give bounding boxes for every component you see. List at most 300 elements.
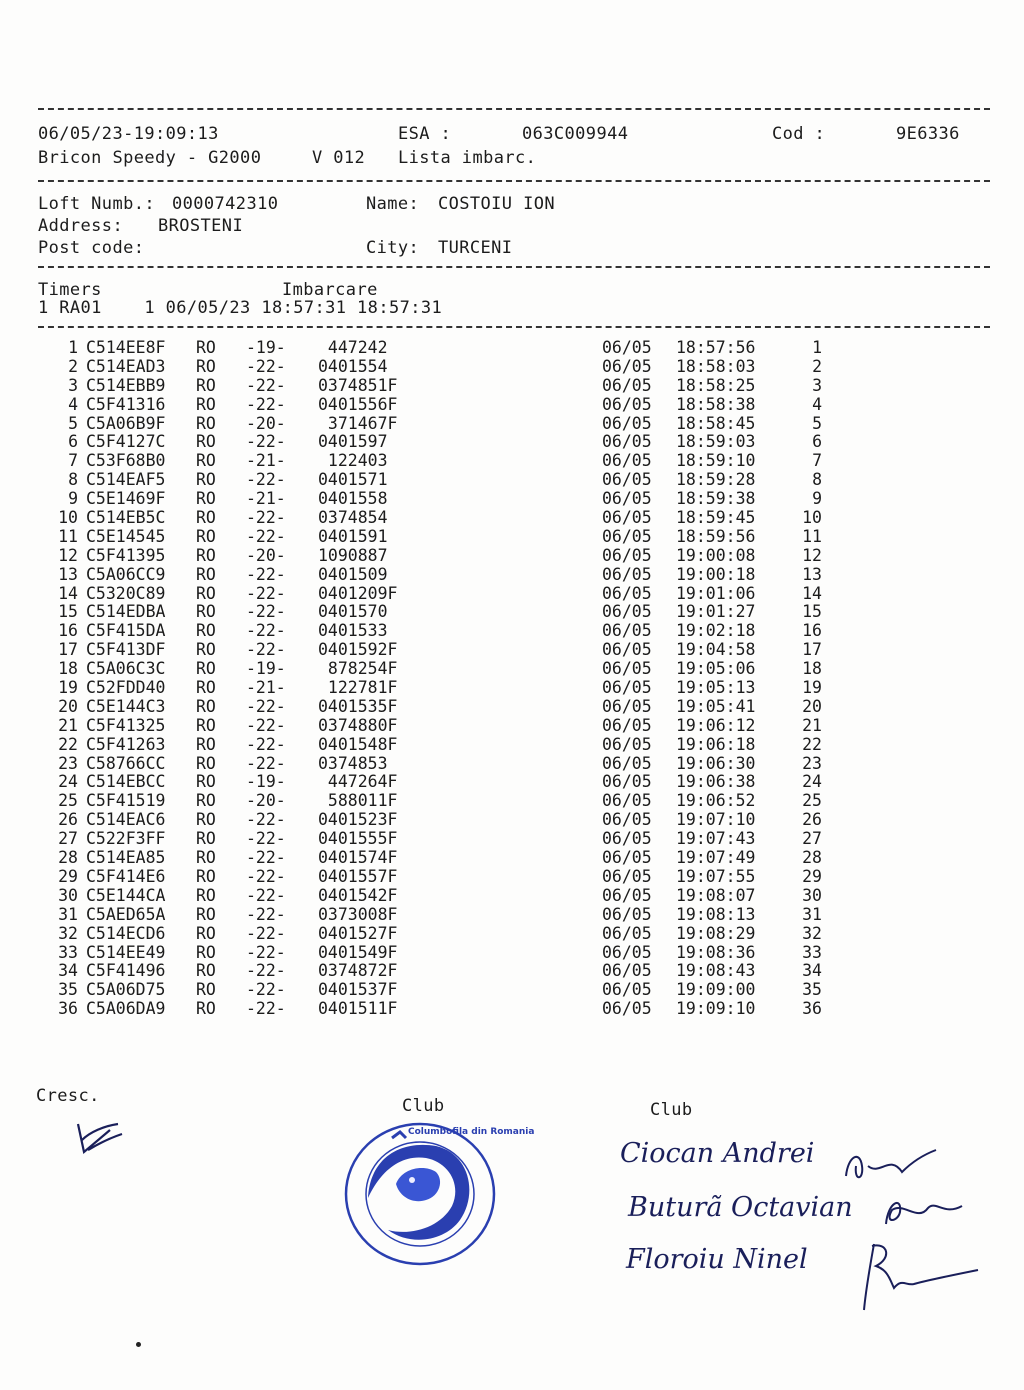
- arrival-date: 06/05: [602, 904, 652, 924]
- table-row: [0, 432, 1024, 451]
- arrival-time: 18:59:56: [676, 526, 756, 546]
- ring-code: C53F68B0: [86, 451, 166, 471]
- timer-line: 1 RA01 1 06/05/23 18:57:31 18:57:31: [38, 298, 443, 318]
- table-row: [0, 867, 1024, 886]
- row-index: 24: [58, 772, 78, 792]
- ring-number: 0401557F: [318, 866, 398, 886]
- arrival-date: 06/05: [602, 980, 652, 1000]
- row-index: 10: [58, 508, 78, 528]
- table-row: [0, 565, 1024, 584]
- ring-number: 0401591: [318, 526, 388, 546]
- table-row: [0, 508, 1024, 527]
- country-code: RO: [196, 508, 216, 528]
- arrival-date: 06/05: [602, 885, 652, 905]
- arrival-time: 18:59:03: [676, 432, 756, 452]
- arrival-order: 28: [802, 848, 822, 868]
- arrival-order: 5: [812, 413, 822, 433]
- ring-code: C514EE8F: [86, 338, 166, 357]
- arrival-time: 19:07:49: [676, 848, 756, 868]
- table-row: [0, 489, 1024, 508]
- imbarcare-label: Imbarcare: [282, 280, 378, 300]
- club-label: Club: [402, 1096, 445, 1116]
- ring-code: C5E144C3: [86, 696, 166, 716]
- table-row: [0, 527, 1024, 546]
- country-code: RO: [196, 545, 216, 565]
- ring-code: C522F3FF: [86, 829, 166, 849]
- ring-code: C5F41519: [86, 791, 166, 811]
- ring-year: -22-: [246, 375, 286, 395]
- country-code: RO: [196, 772, 216, 792]
- arrival-date: 06/05: [602, 583, 652, 603]
- ring-number: 0401527F: [318, 923, 398, 943]
- ring-number: 0401542F: [318, 885, 398, 905]
- arrival-date: 06/05: [602, 489, 652, 509]
- row-index: 22: [58, 734, 78, 754]
- ring-code: C514EBB9: [86, 375, 166, 395]
- arrival-time: 19:08:07: [676, 885, 756, 905]
- stamp-text: Columbofila din Romania: [408, 1127, 535, 1137]
- arrival-date: 06/05: [602, 753, 652, 773]
- arrival-order: 21: [802, 715, 822, 735]
- list-title: Lista imbarc.: [398, 148, 537, 168]
- ring-year: -22-: [246, 583, 286, 603]
- ring-year: -22-: [246, 432, 286, 452]
- arrival-date: 06/05: [602, 602, 652, 622]
- arrival-date: 06/05: [602, 999, 652, 1019]
- ring-year: -22-: [246, 942, 286, 962]
- arrival-order: 19: [802, 678, 822, 698]
- arrival-time: 18:58:45: [676, 413, 756, 433]
- country-code: RO: [196, 904, 216, 924]
- ring-year: -22-: [246, 696, 286, 716]
- row-index: 25: [58, 791, 78, 811]
- row-index: 18: [58, 659, 78, 679]
- arrival-time: 18:58:03: [676, 356, 756, 376]
- arrival-time: 18:57:56: [676, 338, 756, 357]
- ring-year: -22-: [246, 526, 286, 546]
- arrival-order: 22: [802, 734, 822, 754]
- country-code: RO: [196, 489, 216, 509]
- table-row: [0, 414, 1024, 433]
- country-code: RO: [196, 715, 216, 735]
- country-code: RO: [196, 734, 216, 754]
- arrival-order: 31: [802, 904, 822, 924]
- table-row: [0, 621, 1024, 640]
- country-code: RO: [196, 356, 216, 376]
- arrival-date: 06/05: [602, 772, 652, 792]
- arrival-order: 6: [812, 432, 822, 452]
- country-code: RO: [196, 470, 216, 490]
- arrival-time: 19:09:00: [676, 980, 756, 1000]
- ring-code: C5F413DF: [86, 640, 166, 660]
- signature-mark: [840, 1136, 950, 1196]
- arrival-order: 20: [802, 696, 822, 716]
- country-code: RO: [196, 375, 216, 395]
- ring-code: C514ECD6: [86, 923, 166, 943]
- separator-line: [38, 180, 990, 182]
- arrival-time: 18:58:38: [676, 394, 756, 414]
- arrival-time: 19:05:06: [676, 659, 756, 679]
- arrival-date: 06/05: [602, 829, 652, 849]
- table-row: [0, 754, 1024, 773]
- country-code: RO: [196, 923, 216, 943]
- arrival-order: 16: [802, 621, 822, 641]
- row-index: 26: [58, 810, 78, 830]
- row-index: 1: [68, 338, 78, 357]
- arrival-order: 8: [812, 470, 822, 490]
- country-code: RO: [196, 338, 216, 357]
- arrival-time: 19:08:29: [676, 923, 756, 943]
- country-code: RO: [196, 659, 216, 679]
- ring-number: 0401548F: [318, 734, 398, 754]
- arrival-time: 19:06:30: [676, 753, 756, 773]
- arrival-date: 06/05: [602, 470, 652, 490]
- ring-year: -21-: [246, 451, 286, 471]
- country-code: RO: [196, 621, 216, 641]
- arrival-date: 06/05: [602, 432, 652, 452]
- ring-code: C514EE49: [86, 942, 166, 962]
- arrival-time: 19:05:13: [676, 678, 756, 698]
- ring-number: 447264F: [318, 772, 398, 792]
- arrival-order: 10: [802, 508, 822, 528]
- ring-number: 0373008F: [318, 904, 398, 924]
- arrival-order: 25: [802, 791, 822, 811]
- city-label: City:: [366, 238, 420, 258]
- country-code: RO: [196, 980, 216, 1000]
- arrival-time: 19:08:13: [676, 904, 756, 924]
- ring-code: C5320C89: [86, 583, 166, 603]
- arrival-date: 06/05: [602, 545, 652, 565]
- ring-year: -21-: [246, 489, 286, 509]
- row-index: 36: [58, 999, 78, 1019]
- ring-code: C52FDD40: [86, 678, 166, 698]
- arrival-order: 9: [812, 489, 822, 509]
- ring-code: C514EA85: [86, 848, 166, 868]
- ring-year: -20-: [246, 791, 286, 811]
- arrival-date: 06/05: [602, 564, 652, 584]
- arrival-order: 27: [802, 829, 822, 849]
- country-code: RO: [196, 829, 216, 849]
- row-index: 14: [58, 583, 78, 603]
- arrival-time: 19:07:10: [676, 810, 756, 830]
- arrival-order: 7: [812, 451, 822, 471]
- table-row: [0, 451, 1024, 470]
- arrival-date: 06/05: [602, 621, 652, 641]
- ring-number: 371467F: [318, 413, 398, 433]
- country-code: RO: [196, 451, 216, 471]
- arrival-order: 30: [802, 885, 822, 905]
- timers-label: Timers: [38, 280, 102, 300]
- ring-number: 0401555F: [318, 829, 398, 849]
- arrival-date: 06/05: [602, 942, 652, 962]
- row-index: 11: [58, 526, 78, 546]
- row-index: 23: [58, 753, 78, 773]
- ring-code: C5F414E6: [86, 866, 166, 886]
- country-code: RO: [196, 678, 216, 698]
- arrival-time: 19:06:12: [676, 715, 756, 735]
- postcode-label: Post code:: [38, 238, 145, 258]
- table-row: [0, 735, 1024, 754]
- signature-1: Ciocan Andrei: [620, 1138, 815, 1169]
- arrival-date: 06/05: [602, 848, 652, 868]
- address-value: BROSTENI: [158, 216, 244, 236]
- ring-code: C5A06CC9: [86, 564, 166, 584]
- ring-year: -22-: [246, 470, 286, 490]
- arrival-order: 15: [802, 602, 822, 622]
- arrival-date: 06/05: [602, 526, 652, 546]
- breeder-label: Cresc.: [36, 1086, 100, 1106]
- row-index: 30: [58, 885, 78, 905]
- arrival-time: 19:08:43: [676, 961, 756, 981]
- table-row: [0, 924, 1024, 943]
- table-row: [0, 357, 1024, 376]
- arrival-order: 35: [802, 980, 822, 1000]
- row-index: 13: [58, 564, 78, 584]
- arrival-date: 06/05: [602, 791, 652, 811]
- ring-year: -22-: [246, 734, 286, 754]
- table-row: [0, 772, 1024, 791]
- row-index: 3: [68, 375, 78, 395]
- device-name: Bricon Speedy - G2000: [38, 148, 262, 168]
- arrival-time: 19:01:06: [676, 583, 756, 603]
- arrival-time: 19:01:27: [676, 602, 756, 622]
- arrival-date: 06/05: [602, 338, 652, 357]
- arrival-date: 06/05: [602, 451, 652, 471]
- row-index: 27: [58, 829, 78, 849]
- address-label: Address:: [38, 216, 124, 236]
- arrival-order: 24: [802, 772, 822, 792]
- row-index: 2: [68, 356, 78, 376]
- row-index: 28: [58, 848, 78, 868]
- ring-year: -22-: [246, 602, 286, 622]
- arrival-date: 06/05: [602, 696, 652, 716]
- row-index: 34: [58, 961, 78, 981]
- cod-label: Cod :: [772, 124, 826, 144]
- city-value: TURCENI: [438, 238, 513, 258]
- row-index: 21: [58, 715, 78, 735]
- table-row: [0, 678, 1024, 697]
- ring-number: 0401535F: [318, 696, 398, 716]
- row-index: 4: [68, 394, 78, 414]
- ring-code: C5F41496: [86, 961, 166, 981]
- arrival-time: 18:59:45: [676, 508, 756, 528]
- ring-code: C5A06C3C: [86, 659, 166, 679]
- country-code: RO: [196, 866, 216, 886]
- arrival-time: 19:04:58: [676, 640, 756, 660]
- club-label: Club: [650, 1100, 693, 1120]
- country-code: RO: [196, 942, 216, 962]
- arrival-order: 29: [802, 866, 822, 886]
- arrival-date: 06/05: [602, 923, 652, 943]
- table-row: [0, 546, 1024, 565]
- country-code: RO: [196, 394, 216, 414]
- ring-code: C5E1469F: [86, 489, 166, 509]
- ring-number: 122403: [318, 451, 388, 471]
- separator-line: [38, 266, 990, 268]
- ring-year: -19-: [246, 772, 286, 792]
- print-datetime: 06/05/23-19:09:13: [38, 124, 219, 144]
- table-row: [0, 470, 1024, 489]
- table-row: [0, 697, 1024, 716]
- arrival-time: 19:06:52: [676, 791, 756, 811]
- country-code: RO: [196, 961, 216, 981]
- row-index: 31: [58, 904, 78, 924]
- country-code: RO: [196, 810, 216, 830]
- arrival-time: 19:02:18: [676, 621, 756, 641]
- ring-code: C514EAC6: [86, 810, 166, 830]
- arrival-order: 12: [802, 545, 822, 565]
- ring-year: -22-: [246, 715, 286, 735]
- row-index: 6: [68, 432, 78, 452]
- loft-number-label: Loft Numb.:: [38, 194, 155, 214]
- table-row: [0, 848, 1024, 867]
- arrival-time: 19:00:08: [676, 545, 756, 565]
- ring-year: -22-: [246, 885, 286, 905]
- ring-year: -22-: [246, 999, 286, 1019]
- ring-code: C5F41263: [86, 734, 166, 754]
- ring-year: -22-: [246, 564, 286, 584]
- row-index: 19: [58, 678, 78, 698]
- signature-mark: [858, 1236, 988, 1316]
- country-code: RO: [196, 885, 216, 905]
- table-row: [0, 999, 1024, 1018]
- table-row: [0, 943, 1024, 962]
- arrival-date: 06/05: [602, 961, 652, 981]
- arrival-time: 19:07:55: [676, 866, 756, 886]
- ring-number: 0401511F: [318, 999, 398, 1019]
- ring-code: C5F41395: [86, 545, 166, 565]
- ring-code: C5A06DA9: [86, 999, 166, 1019]
- ring-code: C514EAD3: [86, 356, 166, 376]
- arrival-order: 3: [812, 375, 822, 395]
- arrival-order: 4: [812, 394, 822, 414]
- ring-year: -22-: [246, 508, 286, 528]
- ring-year: -22-: [246, 904, 286, 924]
- row-index: 20: [58, 696, 78, 716]
- ring-number: 0374854: [318, 508, 388, 528]
- ring-code: C514EAF5: [86, 470, 166, 490]
- country-code: RO: [196, 640, 216, 660]
- ring-number: 447242: [318, 338, 388, 357]
- ring-year: -22-: [246, 848, 286, 868]
- row-index: 35: [58, 980, 78, 1000]
- arrival-time: 19:08:36: [676, 942, 756, 962]
- arrival-time: 18:58:25: [676, 375, 756, 395]
- row-index: 9: [68, 489, 78, 509]
- arrival-date: 06/05: [602, 356, 652, 376]
- ring-code: C5F41325: [86, 715, 166, 735]
- ring-number: 0401523F: [318, 810, 398, 830]
- cod-value: 9E6336: [896, 124, 960, 144]
- country-code: RO: [196, 583, 216, 603]
- table-row: [0, 791, 1024, 810]
- ring-number: 0401556F: [318, 394, 398, 414]
- arrival-order: 36: [802, 999, 822, 1019]
- arrival-time: 18:59:10: [676, 451, 756, 471]
- ring-year: -22-: [246, 829, 286, 849]
- breeder-signature: [70, 1112, 130, 1162]
- country-code: RO: [196, 753, 216, 773]
- ring-code: C5E14545: [86, 526, 166, 546]
- ring-year: -19-: [246, 338, 286, 357]
- name-label: Name:: [366, 194, 420, 214]
- arrival-order: 23: [802, 753, 822, 773]
- row-index: 12: [58, 545, 78, 565]
- ring-code: C58766CC: [86, 753, 166, 773]
- ring-number: 0374880F: [318, 715, 398, 735]
- ring-year: -22-: [246, 961, 286, 981]
- row-index: 5: [68, 413, 78, 433]
- ring-number: 0374853: [318, 753, 388, 773]
- arrival-order: 26: [802, 810, 822, 830]
- ring-year: -22-: [246, 394, 286, 414]
- ring-number: 0401571: [318, 470, 388, 490]
- arrival-date: 06/05: [602, 715, 652, 735]
- row-index: 32: [58, 923, 78, 943]
- arrival-order: 13: [802, 564, 822, 584]
- ring-year: -22-: [246, 810, 286, 830]
- arrival-order: 14: [802, 583, 822, 603]
- row-index: 29: [58, 866, 78, 886]
- ring-number: 0401574F: [318, 848, 398, 868]
- country-code: RO: [196, 791, 216, 811]
- arrival-time: 19:09:10: [676, 999, 756, 1019]
- ring-number: 0374851F: [318, 375, 398, 395]
- table-row: [0, 584, 1024, 603]
- arrival-order: 2: [812, 356, 822, 376]
- table-row: [0, 886, 1024, 905]
- ring-year: -21-: [246, 678, 286, 698]
- arrival-order: 1: [812, 338, 822, 357]
- ring-year: -20-: [246, 545, 286, 565]
- arrival-time: 19:06:18: [676, 734, 756, 754]
- separator-line: [38, 326, 990, 328]
- ring-number: 0401533: [318, 621, 388, 641]
- ring-code: C514EDBA: [86, 602, 166, 622]
- ring-code: C5F41316: [86, 394, 166, 414]
- arrival-time: 19:00:18: [676, 564, 756, 584]
- country-code: RO: [196, 432, 216, 452]
- ring-year: -22-: [246, 980, 286, 1000]
- ring-code: C514EB5C: [86, 508, 166, 528]
- row-index: 8: [68, 470, 78, 490]
- table-row: [0, 829, 1024, 848]
- arrival-date: 06/05: [602, 810, 652, 830]
- arrival-time: 19:06:38: [676, 772, 756, 792]
- esa-label: ESA :: [398, 124, 452, 144]
- club-stamp: [340, 1118, 535, 1268]
- arrival-date: 06/05: [602, 413, 652, 433]
- pigeon-list: [0, 338, 1024, 1018]
- ring-number: 1090887: [318, 545, 388, 565]
- ring-number: 0401554: [318, 356, 388, 376]
- esa-value: 063C009944: [522, 124, 629, 144]
- ring-year: -22-: [246, 356, 286, 376]
- table-row: [0, 376, 1024, 395]
- arrival-date: 06/05: [602, 375, 652, 395]
- loft-number-value: 0000742310: [172, 194, 279, 214]
- arrival-order: 17: [802, 640, 822, 660]
- ring-code: C514EBCC: [86, 772, 166, 792]
- table-row: [0, 810, 1024, 829]
- ring-number: 0401549F: [318, 942, 398, 962]
- ring-code: C5F4127C: [86, 432, 166, 452]
- signature-mark: [878, 1188, 968, 1238]
- ring-year: -22-: [246, 640, 286, 660]
- table-row: [0, 961, 1024, 980]
- device-version: V 012: [312, 148, 366, 168]
- country-code: RO: [196, 696, 216, 716]
